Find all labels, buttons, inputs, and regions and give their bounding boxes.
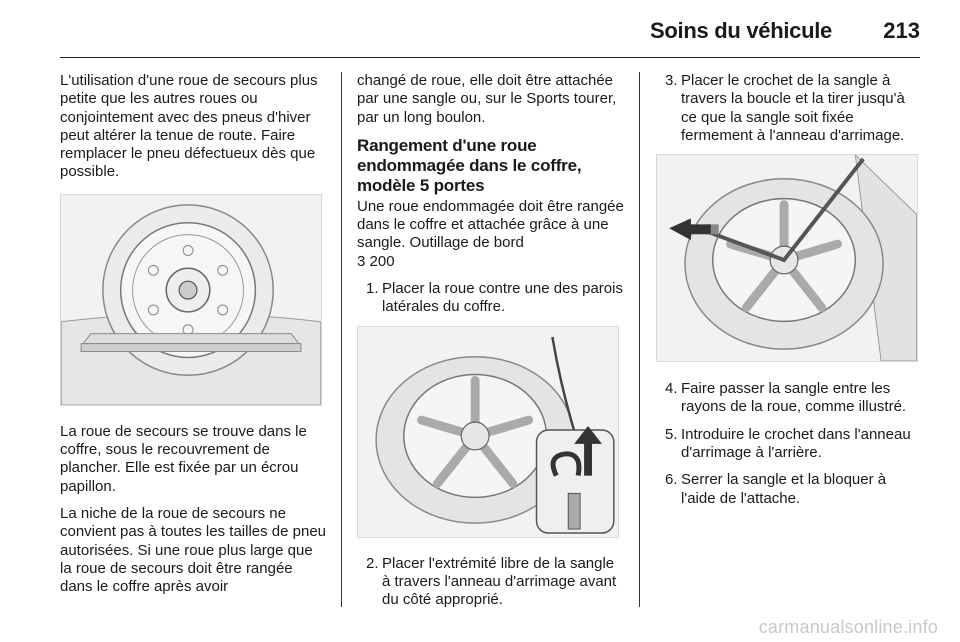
step-1 bbox=[357, 280, 625, 317]
step-number: 5. bbox=[665, 425, 678, 443]
step-text: Placer le crochet de la sangle à travers la boucle et la tirer jusqu'à ce que la sangle soit fixée fermement à l'anneau d'arrimage. bbox=[681, 72, 905, 144]
header-divider bbox=[60, 57, 920, 58]
wheel-strap-drawing bbox=[358, 327, 618, 537]
page-header-title: Soins du véhicule bbox=[650, 18, 832, 43]
step-text: Placer l'extrémité libre de la sangle à travers l'anneau d'arrimage avant du côté approprié. bbox=[382, 554, 617, 609]
section-heading-damaged-wheel: Rangement d'une roue endommagée dans le coffre, modèle 5 portes bbox=[357, 135, 582, 195]
step-5 bbox=[656, 426, 922, 463]
paragraph-spare-wheel-location: La roue de secours se trouve dans le coffre, sous le recouvrement de plancher. Elle est fixée par un écrou papillon. bbox=[60, 422, 307, 495]
paragraph-spare-wheel-handling: L'utilisation d'une roue de secours plus petite que les autres roues ou conjointement avec des pneus d'hiver peut altérer la tenue de route. Faire remplacer le pneu défectueux dès que possible. bbox=[60, 72, 318, 181]
step-text: Faire passer la sangle entre les rayons de la roue, comme illustré. bbox=[681, 380, 907, 416]
step-text: Introduire le crochet dans l'anneau d'arrimage à l'arrière. bbox=[681, 425, 911, 462]
column-middle bbox=[357, 72, 625, 619]
spare-wheel-drawing bbox=[61, 195, 321, 405]
step-text: Placer la roue contre une des parois latérales du coffre. bbox=[382, 280, 623, 316]
column-left bbox=[60, 72, 326, 605]
step-3 bbox=[656, 72, 922, 145]
step-number: 1. bbox=[366, 280, 379, 298]
watermark-text: carmanualsonline.info bbox=[758, 617, 938, 637]
spare-wheel-in-trunk-illustration bbox=[60, 194, 322, 406]
step-number: 4. bbox=[665, 380, 678, 398]
step-6 bbox=[656, 471, 922, 508]
step-number: 3. bbox=[665, 72, 678, 89]
step-number: 2. bbox=[366, 554, 379, 572]
column-divider-1 bbox=[341, 72, 342, 607]
paragraph-damaged-wheel-intro: Une roue endommagée doit être rangée dans le coffre et attachée grâce à une sangle. Outillage de bord bbox=[357, 197, 624, 252]
step-4 bbox=[656, 380, 922, 417]
paragraph-strap-continuation: changé de roue, elle doit être attachée par une sangle ou, sur le Sports tourer, par un long boulon. bbox=[357, 72, 617, 126]
step-text: Serrer la sangle et la bloquer à l'aide de l'attache. bbox=[681, 471, 887, 507]
paragraph-spare-wheel-niche: La niche de la roue de secours ne convient pas à toutes les tailles de pneu autorisées. Si une roue plus large que la roue de secours doit être rangée dans le coffre après avoir bbox=[60, 504, 327, 596]
strap-through-wheel-illustration bbox=[656, 154, 918, 362]
page-number: 213 bbox=[883, 18, 920, 43]
tool-reference: 3 200 bbox=[357, 252, 395, 270]
step-2 bbox=[357, 555, 625, 610]
column-divider-2 bbox=[639, 72, 640, 607]
wheel-against-trunk-wall-illustration bbox=[357, 326, 619, 538]
step-number: 6. bbox=[665, 471, 678, 489]
column-right bbox=[656, 72, 922, 517]
strap-routing-drawing bbox=[657, 155, 917, 361]
